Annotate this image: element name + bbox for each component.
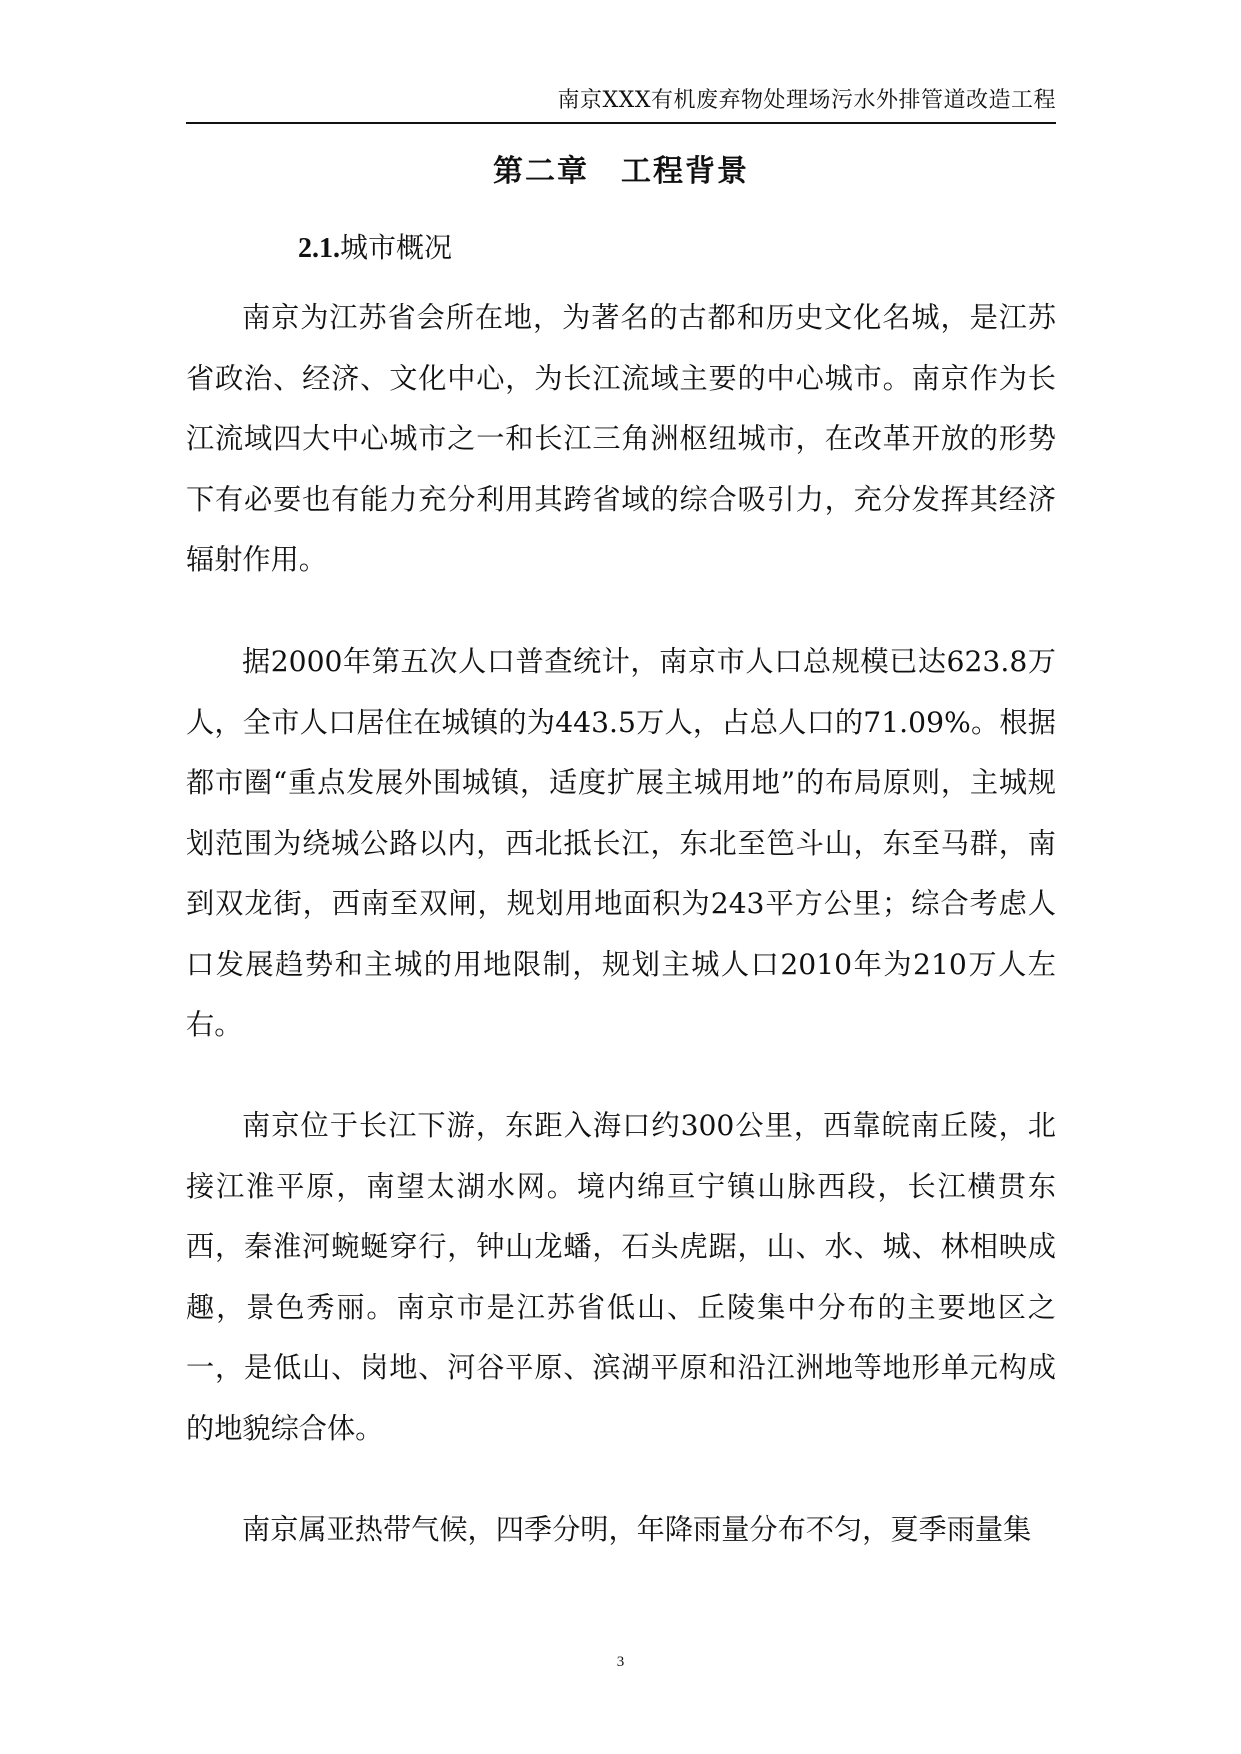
section-heading (298, 228, 452, 269)
running-header (186, 86, 1056, 124)
running-header-title: 南京XXX有机废弃物处理场污水外排管道改造工程 (557, 88, 1056, 113)
section-number: 2.1. (298, 233, 340, 264)
paragraph-population: 据2000年第五次人口普查统计，南京市人口总规模已达623.8万人，全市人口居住在城镇的为443.5万人，占总人口的71.09%。根据都市圈“重点发展外围城镇，适度扩展主城用地”的布局原则，主城规划范围为绕城公路以内，西北抵长江，东北至笆斗山，东至马群，南到双龙街，西南至双闸，规划用地面积为243平方公里；综合考虑人口发展趋势和主城的用地限制，规划主城人口2010年为210万人左右。 (186, 645, 1056, 1041)
paragraph-geography: 南京位于长江下游，东距入海口约300公里，西靠皖南丘陵，北接江淮平原，南望太湖水网。境内绵亘宁镇山脉西段，长江横贯东西，秦淮河蜿蜒穿行，钟山龙蟠，石头虎踞，山、水、城、林相映成趣，景色秀丽。南京市是江苏省低山、丘陵集中分布的主要地区之一，是低山、岗地、河谷平原、滨湖平原和沿江洲地等地形单元构成的地貌综合体。 (186, 1109, 1056, 1445)
section-title: 城市概况 (340, 231, 453, 264)
paragraph-city-overview: 南京为江苏省会所在地，为著名的古都和历史文化名城，是江苏省政治、经济、文化中心，为长江流域主要的中心城市。南京作为长江流域四大中心城市之一和长江三角洲枢纽城市，在改革开放的形势下有必要也有能力充分利用其跨省域的综合吸引力，充分发挥其经济辐射作用。 (186, 301, 1056, 576)
page-number: 3 (616, 1654, 625, 1670)
chapter-title: 第二章 工程背景 (493, 154, 749, 189)
paragraph-climate: 南京属亚热带气候，四季分明，年降雨量分布不匀，夏季雨量集 (242, 1513, 1032, 1546)
